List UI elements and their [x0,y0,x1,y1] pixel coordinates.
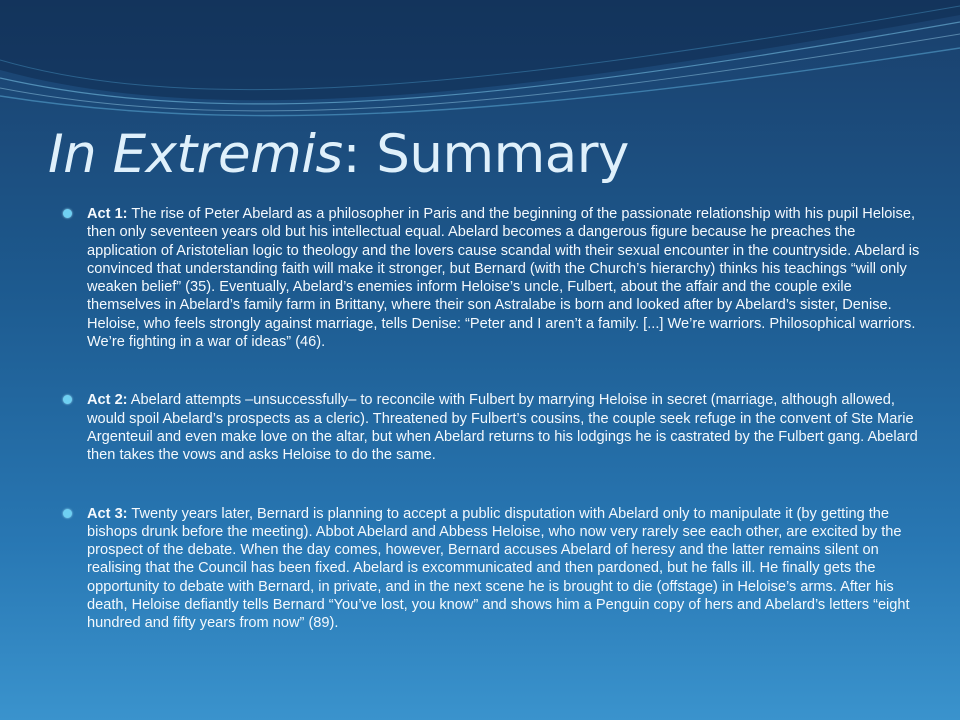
slide-title [48,116,928,194]
summary-item-act-2 [60,391,920,464]
summary-item-act-3 [60,505,920,633]
title-rest-part: : Summary [342,124,629,185]
summary-item-act-1 [60,205,920,351]
bullet-dot-icon [63,209,72,218]
act-label: Act 2: [87,392,128,409]
summary-list [60,205,920,673]
act-text: Twenty years later, Bernard is planning to accept a public disputation with Abelard only to manipulate it (by getting the bishops drunk before the meeting). Abbot Abelard and Abbess Heloise, who now very rarely see each other, are excited by the prospect of the debate. When the day comes, however, Bernard accuses Abelard of heresy and the latter remains silent on realising that the Council has been fixed. Abelard is excommunicated and then pardoned, but he falls ill. He finally gets the opportunity to debate with Bernard, in private, and in the next scene he is brought to die (offstage) in Heloise’s arms. After his death, Heloise defiantly tells Bernard “You’ve lost, you know” and shows him a Penguin copy of hers and Abelard’s letters “eight hundred and fifty years from now” (89). [87,505,910,632]
act-label: Act 3: [87,505,128,522]
bullet-dot-icon [63,395,72,404]
title-italic-part: In Extremis [48,124,343,185]
act-text: The rise of Peter Abelard as a philosopher in Paris and the beginning of the passionate relationship with his pupil Heloise, then only seventeen years old but his intellectual equal. Abelard becomes a dangerous figure because he preaches the application of Aristotelian logic to theology and the lovers cause scandal with their sexual encounter in the countryside. Abelard is convinced that understanding faith will make it stronger, but Bernard (with the Church’s hierarchy) thinks his teachings “will only weaken belief” (35). Eventually, Abelard’s enemies inform Heloise’s uncle, Fulbert, about the affair and the couple exile themselves in Abelard’s family farm in Brittany, where their son Astralabe is born and looked after by Abelard’s sister, Denise. Heloise, who feels strongly against marriage, tells Denise: “Peter and I aren’t a family. [...] We’re warriors. Philosophical warriors. We’re fighting in a war of ideas” (46). [87,206,920,351]
bullet-dot-icon [63,509,72,518]
act-text: Abelard attempts –unsuccessfully– to reconcile with Fulbert by marrying Heloise in secret (marriage, although allowed, would spoil Abelard’s prospects as a cleric). Threatened by Fulbert’s cousins, the couple seek refuge in the convent of Ste Marie Argenteuil and even make love on the altar, but when Abelard returns to his lodgings he is castrated by the Fulbert gang. Abelard then takes the vows and asks Heloise to do the same. [87,392,918,464]
act-label: Act 1: [87,206,128,222]
